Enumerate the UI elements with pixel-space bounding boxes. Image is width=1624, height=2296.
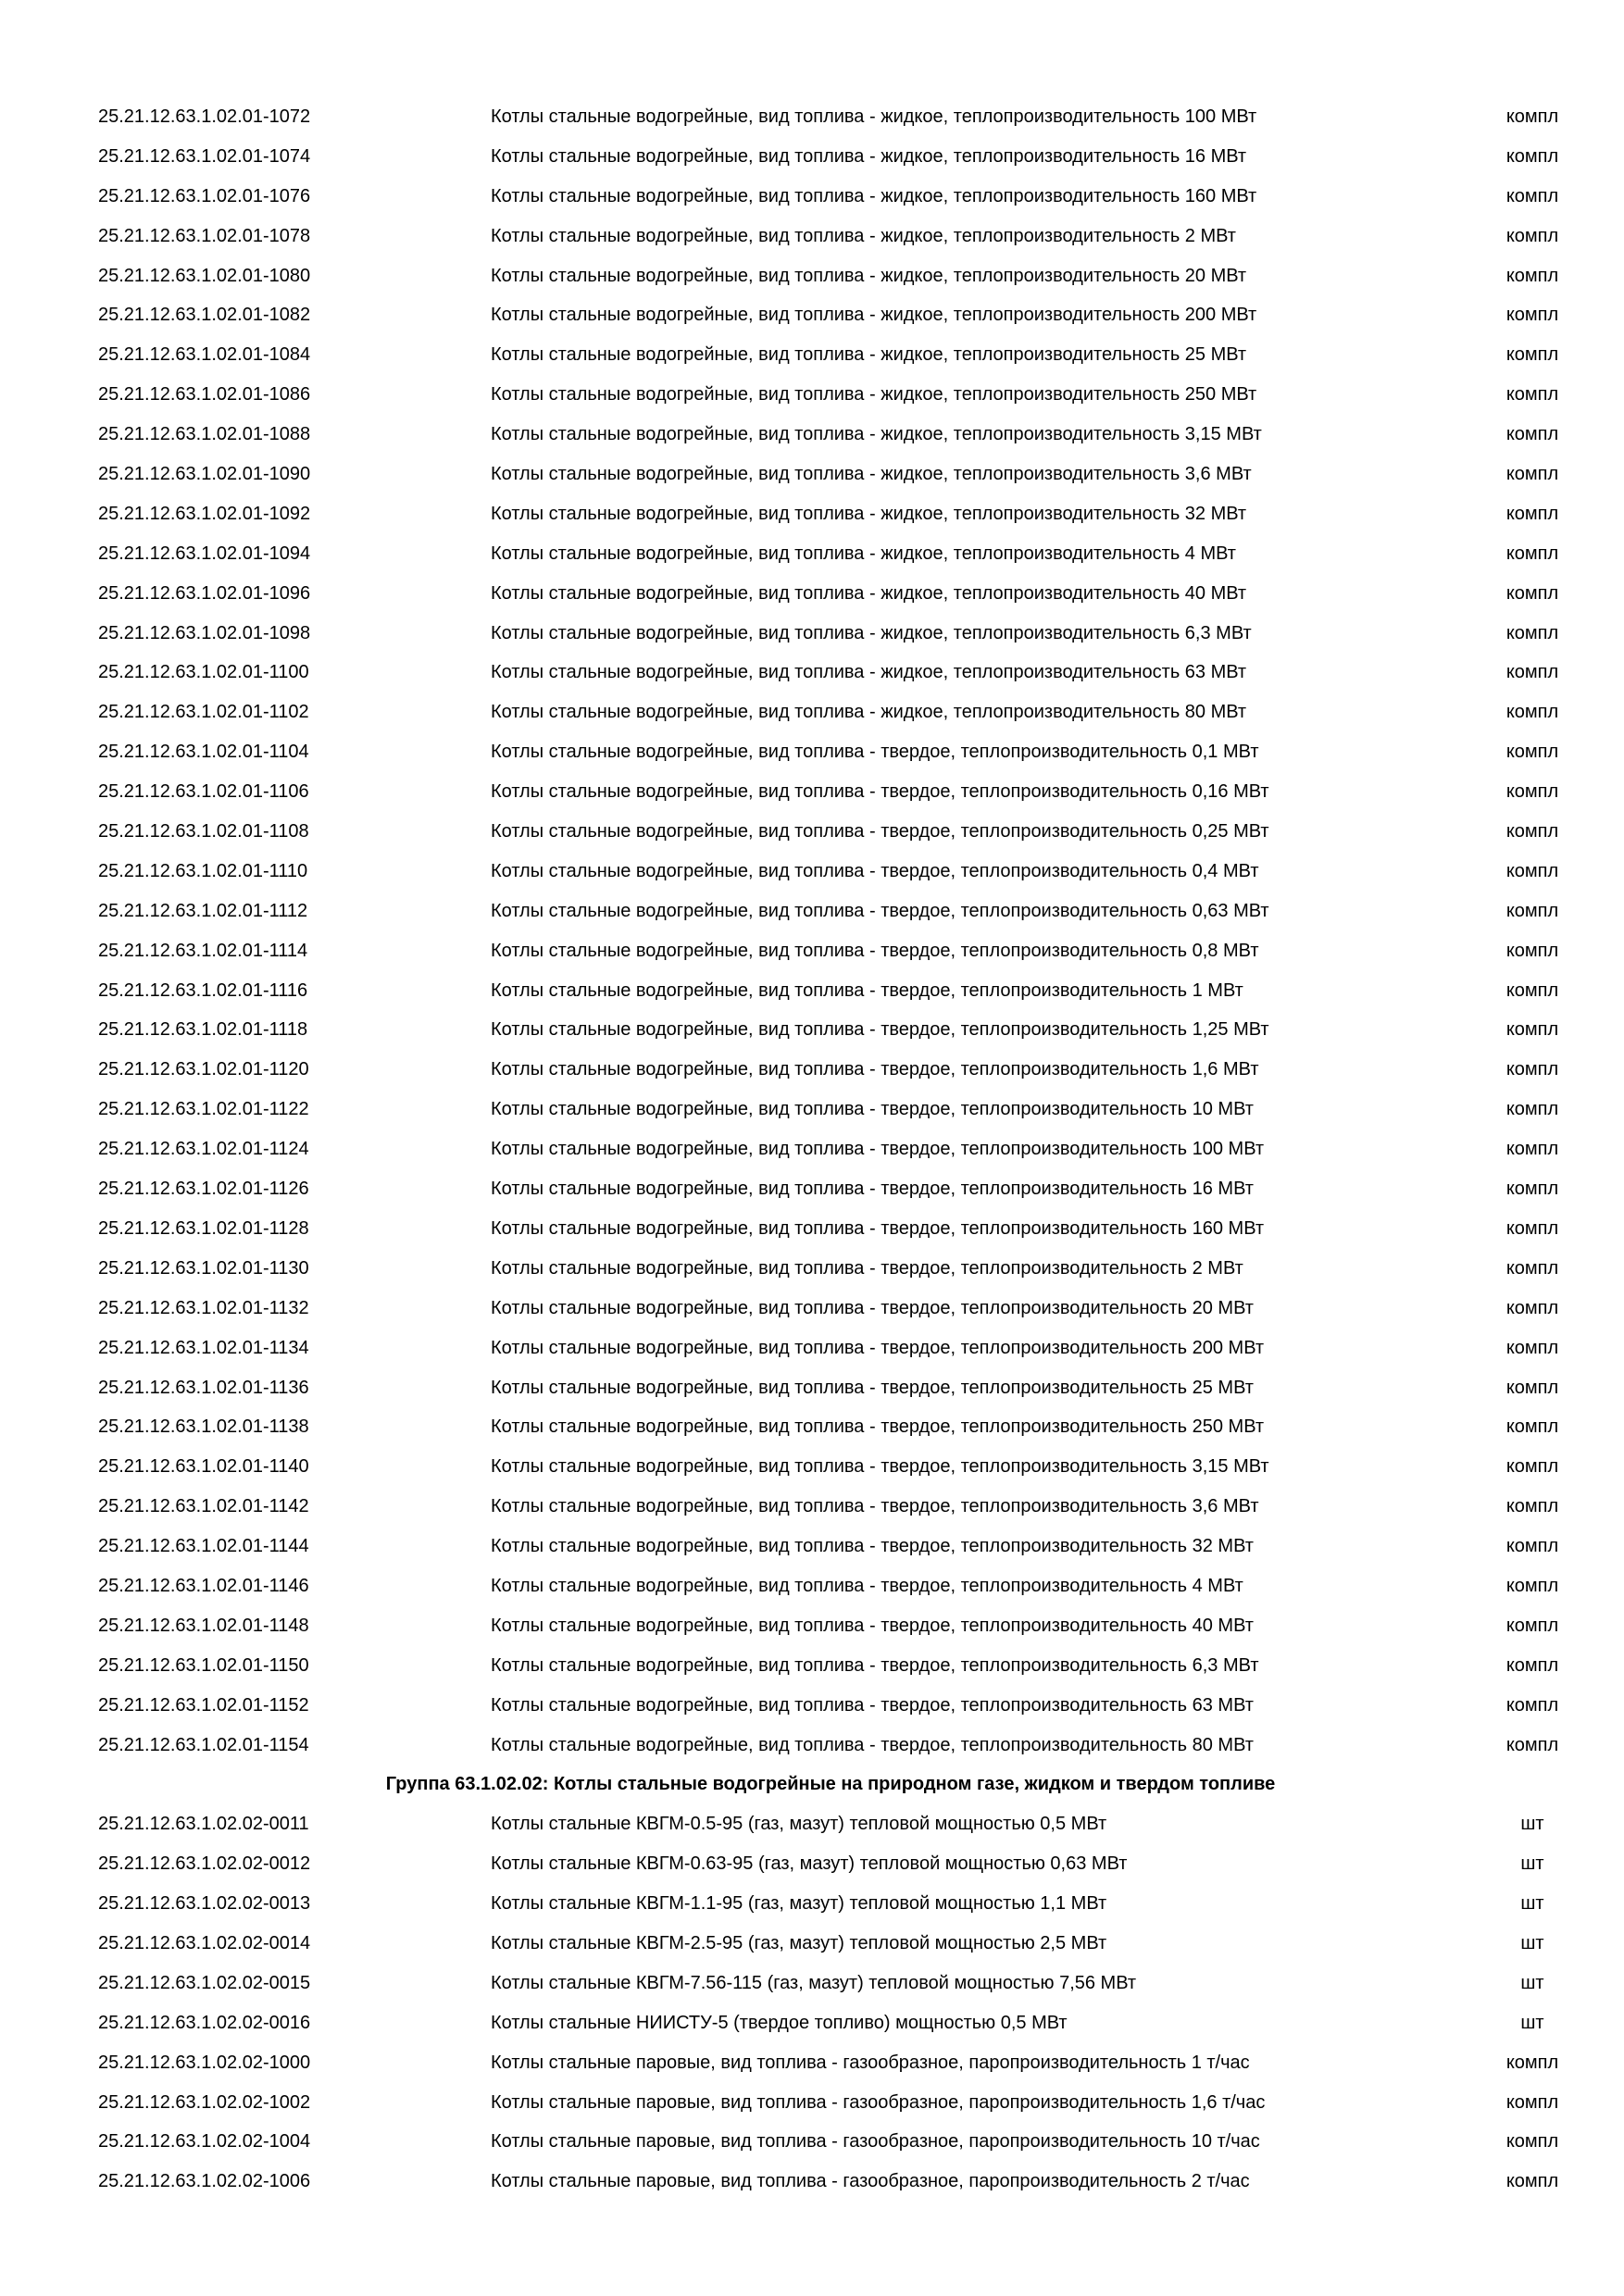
table-row [0, 2003, 1624, 2043]
table-row [0, 1487, 1624, 1527]
code-cell: 25.21.12.63.1.02.01-1128 [98, 1217, 309, 1239]
code-cell: 25.21.12.63.1.02.01-1138 [98, 1416, 309, 1438]
code-cell: 25.21.12.63.1.02.01-1106 [98, 781, 309, 803]
table-row [0, 1407, 1624, 1447]
description-cell: Котлы стальные КВГМ-0.63-95 (газ, мазут) тепловой мощностью 0,63 МВт [491, 1853, 1128, 1875]
description-cell: Котлы стальные водогрейные, вид топлива - твердое, теплопроизводительность 3,15 МВт [491, 1456, 1269, 1478]
table-row [0, 1129, 1624, 1169]
description-cell: Котлы стальные паровые, вид топлива - газообразное, паропроизводительность 1 т/час [491, 2052, 1250, 2073]
code-cell: 25.21.12.63.1.02.01-1120 [98, 1059, 309, 1080]
description-cell: Котлы стальные паровые, вид топлива - газообразное, паропроизводительность 2 т/час [491, 2171, 1250, 2192]
table-row [0, 217, 1624, 256]
unit-cell: компл [1505, 940, 1559, 961]
code-cell: 25.21.12.63.1.02.01-1144 [98, 1536, 309, 1557]
description-cell: Котлы стальные водогрейные, вид топлива - жидкое, теплопроизводительность 250 МВт [491, 384, 1257, 406]
code-cell: 25.21.12.63.1.02.01-1136 [98, 1377, 309, 1398]
description-cell: Котлы стальные КВГМ-1.1-95 (газ, мазут) тепловой мощностью 1,1 МВт [491, 1893, 1107, 1915]
description-cell: Котлы стальные водогрейные, вид топлива - твердое, теплопроизводительность 1,6 МВт [491, 1059, 1259, 1080]
unit-cell: компл [1505, 1615, 1559, 1636]
description-cell: Котлы стальные водогрейные, вид топлива - жидкое, теплопроизводительность 63 МВт [491, 662, 1247, 683]
code-cell: 25.21.12.63.1.02.01-1114 [98, 940, 308, 961]
table-row [0, 852, 1624, 892]
table-row [0, 653, 1624, 693]
table-row [0, 1964, 1624, 2003]
description-cell: Котлы стальные НИИСТУ-5 (твердое топливо) мощностью 0,5 МВт [491, 2012, 1068, 2033]
description-cell: Котлы стальные водогрейные, вид топлива - твердое, теплопроизводительность 32 МВт [491, 1536, 1254, 1557]
code-cell: 25.21.12.63.1.02.01-1080 [98, 265, 311, 286]
group-heading-row [0, 1765, 1624, 1804]
description-cell: Котлы стальные водогрейные, вид топлива - твердое, теплопроизводительность 0,25 МВт [491, 821, 1269, 842]
unit-cell: компл [1505, 424, 1559, 445]
unit-cell: компл [1505, 1694, 1559, 1716]
unit-cell: компл [1505, 582, 1559, 604]
code-cell: 25.21.12.63.1.02.02-0014 [98, 1932, 311, 1953]
code-cell: 25.21.12.63.1.02.01-1148 [98, 1615, 309, 1636]
table-row [0, 335, 1624, 375]
unit-cell: компл [1505, 1019, 1559, 1041]
unit-cell: компл [1505, 464, 1559, 485]
table-row [0, 1726, 1624, 1766]
description-cell: Котлы стальные водогрейные, вид топлива - твердое, теплопроизводительность 80 МВт [491, 1734, 1254, 1755]
unit-cell: компл [1505, 1217, 1559, 1239]
table-row [0, 1924, 1624, 1964]
description-cell: Котлы стальные КВГМ-0.5-95 (газ, мазут) тепловой мощностью 0,5 МВт [491, 1814, 1107, 1835]
unit-cell: компл [1505, 344, 1559, 366]
code-cell: 25.21.12.63.1.02.01-1078 [98, 225, 311, 246]
description-cell: Котлы стальные водогрейные, вид топлива - жидкое, теплопроизводительность 3,6 МВт [491, 464, 1252, 485]
description-cell: Котлы стальные водогрейные, вид топлива - твердое, теплопроизводительность 63 МВт [491, 1694, 1254, 1716]
unit-cell: шт [1520, 1814, 1544, 1835]
description-cell: Котлы стальные водогрейные, вид топлива - твердое, теплопроизводительность 20 МВт [491, 1297, 1254, 1318]
description-cell: Котлы стальные водогрейные, вид топлива - твердое, теплопроизводительность 2 МВт [491, 1257, 1243, 1279]
description-cell: Котлы стальные водогрейные, вид топлива - твердое, теплопроизводительность 0,1 МВт [491, 742, 1259, 763]
description-cell: Котлы стальные водогрейные, вид топлива - жидкое, теплопроизводительность 6,3 МВт [491, 622, 1252, 643]
table-row [0, 1686, 1624, 1726]
table-row [0, 2122, 1624, 2162]
code-cell: 25.21.12.63.1.02.01-1146 [98, 1575, 309, 1596]
table-row [0, 1566, 1624, 1606]
code-cell: 25.21.12.63.1.02.01-1132 [98, 1297, 309, 1318]
unit-cell: компл [1505, 1416, 1559, 1438]
unit-cell: компл [1505, 543, 1559, 564]
unit-cell: компл [1505, 1734, 1559, 1755]
code-cell: 25.21.12.63.1.02.01-1096 [98, 582, 311, 604]
table-row [0, 455, 1624, 494]
table-row [0, 1447, 1624, 1487]
code-cell: 25.21.12.63.1.02.01-1116 [98, 980, 308, 1001]
table-row [0, 1010, 1624, 1050]
unit-cell: шт [1520, 2012, 1544, 2033]
table-row [0, 1646, 1624, 1686]
table-row [0, 1368, 1624, 1408]
code-cell: 25.21.12.63.1.02.01-1118 [98, 1019, 308, 1041]
table-row [0, 812, 1624, 852]
description-cell: Котлы стальные водогрейные, вид топлива - твердое, теплопроизводительность 0,8 МВт [491, 940, 1259, 961]
description-cell: Котлы стальные водогрейные, вид топлива - жидкое, теплопроизводительность 200 МВт [491, 305, 1257, 326]
unit-cell: компл [1505, 1496, 1559, 1517]
unit-cell: компл [1505, 1337, 1559, 1358]
code-cell: 25.21.12.63.1.02.01-1124 [98, 1139, 309, 1160]
description-cell: Котлы стальные водогрейные, вид топлива - жидкое, теплопроизводительность 3,15 МВт [491, 424, 1262, 445]
table-row [0, 2083, 1624, 2123]
description-cell: Котлы стальные водогрейные, вид топлива - твердое, теплопроизводительность 0,4 МВт [491, 860, 1259, 881]
unit-cell: компл [1505, 225, 1559, 246]
description-cell: Котлы стальные водогрейные, вид топлива - твердое, теплопроизводительность 10 МВт [491, 1099, 1254, 1120]
description-cell: Котлы стальные водогрейные, вид топлива - жидкое, теплопроизводительность 32 МВт [491, 503, 1247, 524]
unit-cell: компл [1505, 185, 1559, 206]
unit-cell: компл [1505, 305, 1559, 326]
unit-cell: компл [1505, 1257, 1559, 1279]
unit-cell: компл [1505, 702, 1559, 723]
code-cell: 25.21.12.63.1.02.01-1098 [98, 622, 311, 643]
code-cell: 25.21.12.63.1.02.01-1100 [98, 662, 309, 683]
table-row [0, 1884, 1624, 1924]
code-cell: 25.21.12.63.1.02.01-1072 [98, 106, 311, 127]
description-cell: Котлы стальные водогрейные, вид топлива - твердое, теплопроизводительность 3,6 МВт [491, 1496, 1259, 1517]
table-row [0, 1844, 1624, 1884]
unit-cell: компл [1505, 662, 1559, 683]
table-row [0, 295, 1624, 335]
description-cell: Котлы стальные водогрейные, вид топлива - жидкое, теплопроизводительность 20 МВт [491, 265, 1247, 286]
table-row [0, 2162, 1624, 2202]
code-cell: 25.21.12.63.1.02.01-1142 [98, 1496, 309, 1517]
description-cell: Котлы стальные водогрейные, вид топлива - твердое, теплопроизводительность 0,16 МВт [491, 781, 1269, 803]
code-cell: 25.21.12.63.1.02.02-0012 [98, 1853, 311, 1875]
unit-cell: компл [1505, 1139, 1559, 1160]
table-row [0, 494, 1624, 534]
table-row [0, 137, 1624, 177]
table-row [0, 1209, 1624, 1249]
unit-cell: компл [1505, 742, 1559, 763]
table-row [0, 97, 1624, 137]
code-cell: 25.21.12.63.1.02.02-0013 [98, 1893, 311, 1915]
code-cell: 25.21.12.63.1.02.01-1086 [98, 384, 311, 406]
code-cell: 25.21.12.63.1.02.02-1004 [98, 2131, 311, 2152]
code-cell: 25.21.12.63.1.02.01-1154 [98, 1734, 309, 1755]
description-cell: Котлы стальные водогрейные, вид топлива - жидкое, теплопроизводительность 25 МВт [491, 344, 1247, 366]
description-cell: Котлы стальные водогрейные, вид топлива - твердое, теплопроизводительность 250 МВт [491, 1416, 1265, 1438]
unit-cell: компл [1505, 1575, 1559, 1596]
code-cell: 25.21.12.63.1.02.02-1002 [98, 2091, 311, 2113]
code-cell: 25.21.12.63.1.02.01-1082 [98, 305, 311, 326]
unit-cell: компл [1505, 781, 1559, 803]
description-cell: Котлы стальные водогрейные, вид топлива - твердое, теплопроизводительность 4 МВт [491, 1575, 1243, 1596]
code-cell: 25.21.12.63.1.02.01-1090 [98, 464, 311, 485]
table-row [0, 574, 1624, 614]
code-cell: 25.21.12.63.1.02.01-1112 [98, 900, 308, 921]
unit-cell: компл [1505, 145, 1559, 167]
table-row [0, 256, 1624, 296]
code-cell: 25.21.12.63.1.02.02-0011 [98, 1814, 309, 1835]
code-cell: 25.21.12.63.1.02.01-1134 [98, 1337, 309, 1358]
table-row [0, 1249, 1624, 1289]
description-cell: Котлы стальные водогрейные, вид топлива - жидкое, теплопроизводительность 16 МВт [491, 145, 1247, 167]
unit-cell: шт [1520, 1932, 1544, 1953]
code-cell: 25.21.12.63.1.02.01-1126 [98, 1179, 309, 1200]
description-cell: Котлы стальные водогрейные, вид топлива - твердое, теплопроизводительность 1 МВт [491, 980, 1243, 1001]
unit-cell: компл [1505, 1654, 1559, 1676]
code-cell: 25.21.12.63.1.02.01-1150 [98, 1654, 309, 1676]
group-heading: Группа 63.1.02.02: Котлы стальные водогрейные на природном газе, жидком и твердом топливе [385, 1774, 1276, 1795]
description-cell: Котлы стальные водогрейные, вид топлива - твердое, теплопроизводительность 16 МВт [491, 1179, 1254, 1200]
unit-cell: компл [1505, 2131, 1559, 2152]
table-row [0, 534, 1624, 574]
description-cell: Котлы стальные водогрейные, вид топлива - твердое, теплопроизводительность 160 МВт [491, 1217, 1265, 1239]
unit-cell: компл [1505, 980, 1559, 1001]
table-row [0, 931, 1624, 971]
unit-cell: шт [1520, 1893, 1544, 1915]
code-cell: 25.21.12.63.1.02.01-1104 [98, 742, 309, 763]
unit-cell: компл [1505, 1377, 1559, 1398]
unit-cell: компл [1505, 1297, 1559, 1318]
description-cell: Котлы стальные КВГМ-7.56-115 (газ, мазут) тепловой мощностью 7,56 МВт [491, 1972, 1137, 1993]
unit-cell: шт [1520, 1972, 1544, 1993]
unit-cell: компл [1505, 1059, 1559, 1080]
code-cell: 25.21.12.63.1.02.01-1074 [98, 145, 311, 167]
description-cell: Котлы стальные водогрейные, вид топлива - твердое, теплопроизводительность 1,25 МВт [491, 1019, 1269, 1041]
code-cell: 25.21.12.63.1.02.01-1130 [98, 1257, 309, 1279]
description-cell: Котлы стальные водогрейные, вид топлива - жидкое, теплопроизводительность 160 МВт [491, 185, 1257, 206]
table-row [0, 1527, 1624, 1566]
code-cell: 25.21.12.63.1.02.01-1122 [98, 1099, 309, 1120]
unit-cell: компл [1505, 821, 1559, 842]
unit-cell: компл [1505, 384, 1559, 406]
unit-cell: компл [1505, 1536, 1559, 1557]
unit-cell: компл [1505, 1099, 1559, 1120]
unit-cell: компл [1505, 265, 1559, 286]
table-row [0, 1289, 1624, 1329]
description-cell: Котлы стальные водогрейные, вид топлива - жидкое, теплопроизводительность 80 МВт [491, 702, 1247, 723]
code-cell: 25.21.12.63.1.02.01-1088 [98, 424, 311, 445]
table-row [0, 614, 1624, 654]
description-cell: Котлы стальные водогрейные, вид топлива - твердое, теплопроизводительность 40 МВт [491, 1615, 1254, 1636]
table-row [0, 415, 1624, 455]
unit-cell: компл [1505, 860, 1559, 881]
code-cell: 25.21.12.63.1.02.02-0015 [98, 1972, 311, 1993]
description-cell: Котлы стальные паровые, вид топлива - газообразное, паропроизводительность 10 т/час [491, 2131, 1260, 2152]
table-row [0, 732, 1624, 772]
description-cell: Котлы стальные водогрейные, вид топлива - жидкое, теплопроизводительность 4 МВт [491, 543, 1236, 564]
description-cell: Котлы стальные водогрейные, вид топлива - твердое, теплопроизводительность 0,63 МВт [491, 900, 1269, 921]
price-table [0, 97, 1624, 2202]
description-cell: Котлы стальные водогрейные, вид топлива - жидкое, теплопроизводительность 100 МВт [491, 106, 1257, 127]
unit-cell: компл [1505, 1456, 1559, 1478]
code-cell: 25.21.12.63.1.02.01-1110 [98, 860, 308, 881]
table-row [0, 892, 1624, 931]
unit-cell: компл [1505, 900, 1559, 921]
description-cell: Котлы стальные водогрейные, вид топлива - твердое, теплопроизводительность 6,3 МВт [491, 1654, 1259, 1676]
code-cell: 25.21.12.63.1.02.01-1092 [98, 503, 311, 524]
code-cell: 25.21.12.63.1.02.01-1152 [98, 1694, 309, 1716]
table-row [0, 177, 1624, 217]
table-row [0, 971, 1624, 1011]
description-cell: Котлы стальные водогрейные, вид топлива - твердое, теплопроизводительность 100 МВт [491, 1139, 1265, 1160]
description-cell: Котлы стальные паровые, вид топлива - газообразное, паропроизводительность 1,6 т/час [491, 2091, 1266, 2113]
unit-cell: компл [1505, 2052, 1559, 2073]
unit-cell: компл [1505, 503, 1559, 524]
code-cell: 25.21.12.63.1.02.01-1108 [98, 821, 309, 842]
description-cell: Котлы стальные КВГМ-2.5-95 (газ, мазут) тепловой мощностью 2,5 МВт [491, 1932, 1107, 1953]
code-cell: 25.21.12.63.1.02.02-0016 [98, 2012, 311, 2033]
table-row [0, 1050, 1624, 1090]
description-cell: Котлы стальные водогрейные, вид топлива - жидкое, теплопроизводительность 2 МВт [491, 225, 1236, 246]
unit-cell: компл [1505, 622, 1559, 643]
unit-cell: компл [1505, 106, 1559, 127]
description-cell: Котлы стальные водогрейные, вид топлива - жидкое, теплопроизводительность 40 МВт [491, 582, 1247, 604]
table-row [0, 693, 1624, 732]
table-row [0, 1090, 1624, 1129]
table-row [0, 1804, 1624, 1844]
unit-cell: компл [1505, 2171, 1559, 2192]
table-row [0, 375, 1624, 415]
description-cell: Котлы стальные водогрейные, вид топлива - твердое, теплопроизводительность 200 МВт [491, 1337, 1265, 1358]
code-cell: 25.21.12.63.1.02.01-1076 [98, 185, 311, 206]
table-row [0, 1329, 1624, 1368]
code-cell: 25.21.12.63.1.02.01-1140 [98, 1456, 309, 1478]
code-cell: 25.21.12.63.1.02.02-1000 [98, 2052, 311, 2073]
table-row [0, 1169, 1624, 1209]
table-row [0, 772, 1624, 812]
code-cell: 25.21.12.63.1.02.01-1084 [98, 344, 311, 366]
description-cell: Котлы стальные водогрейные, вид топлива - твердое, теплопроизводительность 25 МВт [491, 1377, 1254, 1398]
unit-cell: компл [1505, 1179, 1559, 1200]
table-row [0, 2043, 1624, 2083]
code-cell: 25.21.12.63.1.02.02-1006 [98, 2171, 311, 2192]
unit-cell: компл [1505, 2091, 1559, 2113]
table-row [0, 1606, 1624, 1646]
code-cell: 25.21.12.63.1.02.01-1102 [98, 702, 309, 723]
code-cell: 25.21.12.63.1.02.01-1094 [98, 543, 311, 564]
unit-cell: шт [1520, 1853, 1544, 1875]
